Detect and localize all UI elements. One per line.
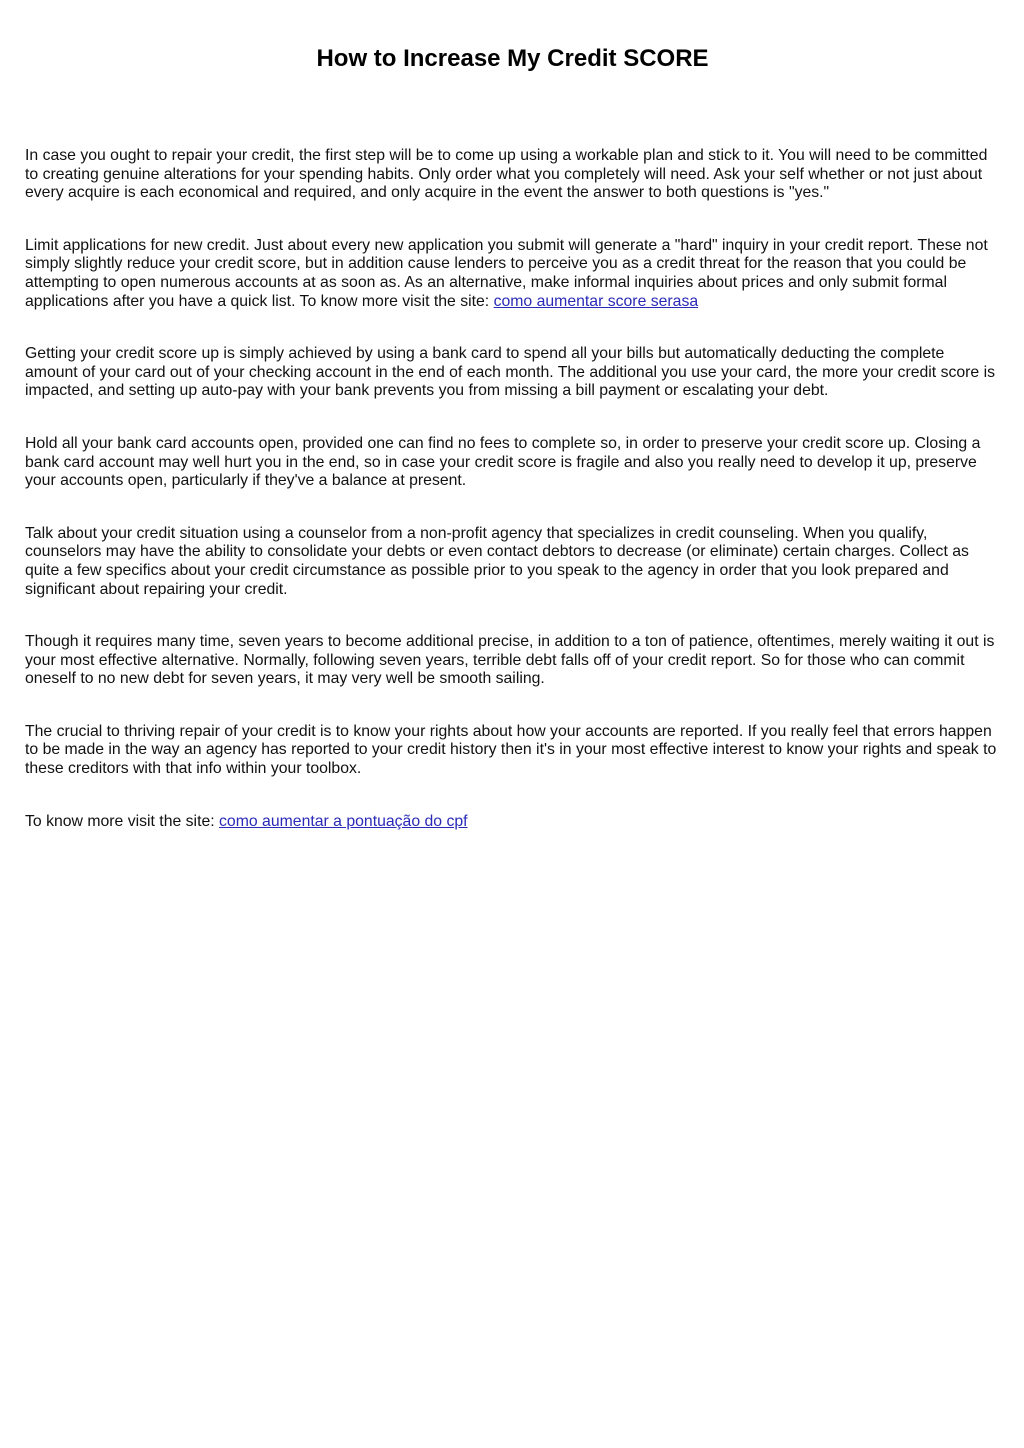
paragraph-7-text: The crucial to thriving repair of your credit is to know your rights about how your accounts are reported. If you really feel that errors happen to be made in the way an agency has reported to your credit history then it's in your most effective interest to know your rights and speak to these creditors with that info within your toolbox. xyxy=(25,722,997,778)
paragraph-8-text: To know more visit the site: xyxy=(25,812,220,830)
paragraph-2 xyxy=(25,237,1000,311)
paragraph-3 xyxy=(25,345,1000,401)
link-como-aumentar-a-pontuacao-do-cpf[interactable]: como aumentar a pontuação do cpf xyxy=(219,812,468,830)
paragraph-1 xyxy=(25,147,1000,203)
paragraph-6 xyxy=(25,633,1000,689)
paragraph-7 xyxy=(25,723,1000,779)
paragraph-4-text: Hold all your bank card accounts open, provided one can find no fees to complete so, in order to preserve your credit score up. Closing a bank card account may well hurt you in the end, so in case your credit score is fragile and also you really need to develop it up, preserve your accounts open, particularly if they've a balance at present. xyxy=(25,434,981,490)
paragraph-8 xyxy=(25,813,1000,832)
document-title: How to Increase My Credit SCORE xyxy=(316,45,709,72)
paragraph-3-text: Getting your credit score up is simply achieved by using a bank card to spend all your bills but automatically deducting the complete amount of your card out of your checking account in the end of each month. The additional you use your card, the more your credit score is impacted, and setting up auto-pay with your bank prevents you from missing a bill payment or escalating your debt. xyxy=(25,345,996,400)
paragraph-1-text: In case you ought to repair your credit, the first step will be to come up using a workable plan and stick to it. You will need to be committed to creating genuine alterations for your spending habits. Only order what you completely will need. Ask your self whether or not just about every acquire is each economical and required, and only acquire in the event the answer to both questions is "yes." xyxy=(25,147,988,202)
paragraph-5-text: Talk about your credit situation using a counselor from a non-profit agency that specializes in credit counseling. When you qualify, counselors may have the ability to consolidate your debts or even contact debtors to decrease (or eliminate) certain charges. Collect as quite a few specifics about your credit circumstance as possible prior to you speak to the agency in order that you look prepared and significant about repairing your credit. xyxy=(25,524,969,598)
paragraph-2-text: Limit applications for new credit. Just about every new application you submit will generate a "hard" inquiry in your credit report. These not simply slightly reduce your credit score, but in addition cause lenders to perceive you as a credit threat for the reason that you could be attempting to open numerous accounts at as soon as. As an alternative, make informal inquiries about prices and only submit formal applications after you have a quick list. To know more visit the site: xyxy=(25,236,988,310)
paragraph-5 xyxy=(25,525,1000,599)
link-como-aumentar-score-serasa[interactable]: como aumentar score serasa xyxy=(493,292,699,310)
paragraph-4 xyxy=(25,435,1000,491)
paragraph-6-text: Though it requires many time, seven years to become additional precise, in addition to a ton of patience, oftentimes, merely waiting it out is your most effective alternative. Normally, following seven years, terrible debt falls off of your credit report. So for those who can commit oneself to no new debt for seven years, it may very well be smooth sailing. xyxy=(25,633,995,688)
document-body xyxy=(25,147,1000,831)
